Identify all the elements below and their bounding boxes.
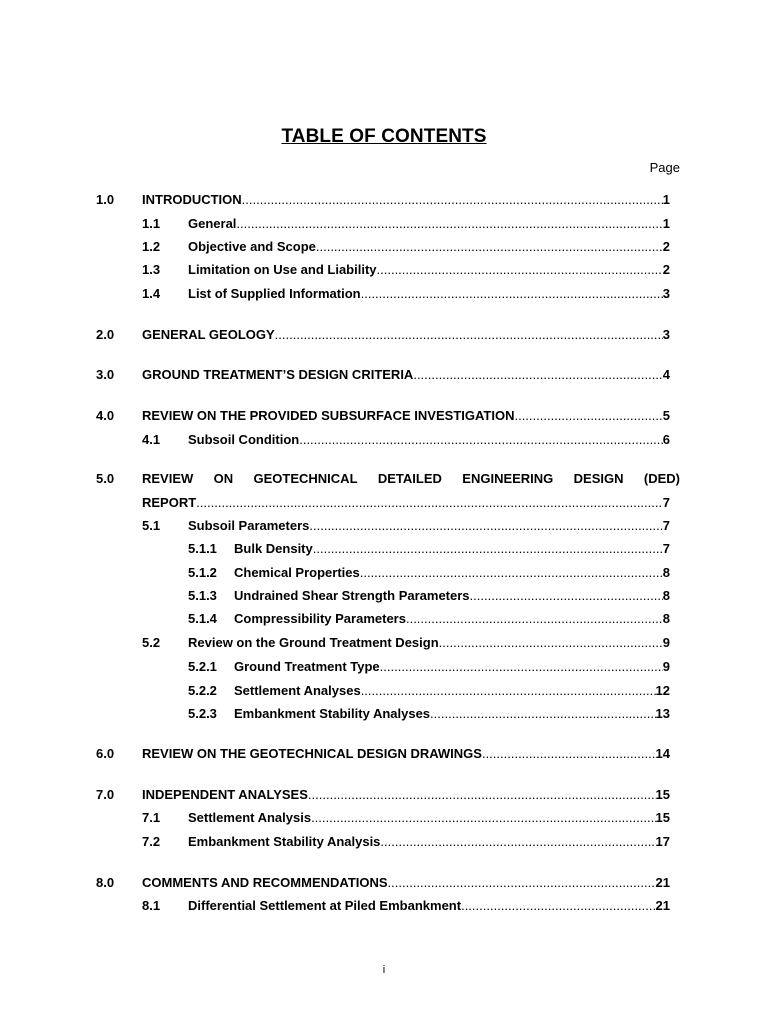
toc-entry-label: Chemical Properties [234, 565, 360, 580]
toc-entry-number: 1.2 [142, 239, 161, 254]
toc-entry-number: 5.1.3 [188, 588, 217, 603]
toc-entry-label: Subsoil Condition [188, 432, 300, 447]
toc-entry-link[interactable] [142, 786, 670, 804]
toc-entry-label: GENERAL GEOLOGY [142, 327, 275, 342]
toc-entry-link[interactable] [188, 634, 670, 652]
dot-leader [482, 745, 656, 763]
toc-word: REVIEW [142, 471, 194, 486]
toc-entry-page: 7 [662, 495, 670, 510]
toc-entry-label: List of Supplied Information [188, 286, 361, 301]
dot-leader [388, 874, 656, 892]
toc-entry-number: 5.1 [142, 518, 161, 533]
toc-entry-page: 1 [662, 192, 670, 207]
toc-word: ENGINEERING [462, 471, 554, 486]
toc-entry-number: 5.2.3 [188, 706, 217, 721]
toc-entry-label: INDEPENDENT ANALYSES [142, 787, 308, 802]
dot-leader [470, 587, 663, 605]
toc-title: TABLE OF CONTENTS [281, 126, 487, 147]
toc-entry-link[interactable] [234, 587, 670, 605]
toc-entry-number: 5.2 [142, 635, 161, 650]
toc-entry-label: Differential Settlement at Piled Embankment [188, 898, 462, 913]
dot-leader [360, 564, 663, 582]
toc-entry-number: 5.1.4 [188, 611, 217, 626]
toc-entry-label: REVIEW ON THE GEOTECHNICAL DESIGN DRAWINGS [142, 746, 482, 761]
toc-entry-number: 1.4 [142, 286, 161, 301]
dot-leader [430, 705, 656, 723]
toc-entry-page: 7 [662, 518, 670, 533]
dot-leader [308, 786, 656, 804]
toc-entry-link[interactable] [188, 809, 670, 827]
toc-entry-number: 5.1.1 [188, 541, 217, 556]
toc-entry-number: 5.1.2 [188, 565, 217, 580]
toc-entry-number: 8.1 [142, 898, 161, 913]
dot-leader [514, 407, 662, 425]
toc-entry-link[interactable] [188, 897, 670, 915]
toc-entry-page: 9 [662, 635, 670, 650]
dot-leader [406, 610, 663, 628]
toc-entry-page: 5 [662, 408, 670, 423]
toc-entry-label: GROUND TREATMENT’S DESIGN CRITERIA [142, 367, 414, 382]
toc-entry-page: 1 [662, 216, 670, 231]
toc-word: DETAILED [377, 471, 442, 486]
dot-leader [236, 215, 662, 233]
toc-entry-label: Settlement Analyses [234, 683, 361, 698]
toc-entry-label: Compressibility Parameters [234, 611, 406, 626]
dot-leader [380, 833, 655, 851]
toc-entry-page: 2 [662, 262, 670, 277]
dot-leader [377, 261, 663, 279]
toc-entry-label: Settlement Analysis [188, 810, 312, 825]
toc-entry-page: 3 [662, 286, 670, 301]
toc-entry-label: INTRODUCTION [142, 192, 242, 207]
toc-entry-number: 5.2.2 [188, 683, 217, 698]
toc-word: DESIGN [573, 471, 624, 486]
toc-entry-number: 4.1 [142, 432, 161, 447]
toc-entry-label-line1[interactable] [142, 470, 680, 488]
toc-entry-page: 12 [655, 683, 670, 698]
toc-entry-link[interactable] [234, 610, 670, 628]
dot-leader [196, 494, 663, 512]
toc-entry-label: Subsoil Parameters [188, 518, 310, 533]
dot-leader [309, 517, 662, 535]
toc-entry-link[interactable] [234, 682, 670, 700]
dot-leader [380, 658, 663, 676]
toc-entry-page: 7 [662, 541, 670, 556]
toc-entry-label: Bulk Density [234, 541, 313, 556]
toc-entry-link[interactable] [142, 874, 670, 892]
toc-entry-label: Embankment Stability Analyses [234, 706, 431, 721]
toc-entry-link[interactable] [188, 261, 670, 279]
toc-entry-link[interactable] [234, 705, 670, 723]
toc-word: (DED) [643, 471, 680, 486]
toc-entry-number: 7.1 [142, 810, 161, 825]
toc-entry-page: 8 [662, 565, 670, 580]
toc-entry-page: 21 [655, 898, 670, 913]
toc-entry-label: Embankment Stability Analysis [188, 834, 381, 849]
dot-leader [316, 238, 663, 256]
toc-entry-number: 7.2 [142, 834, 161, 849]
toc-entry-page: 13 [655, 706, 670, 721]
toc-entry-number: 6.0 [96, 746, 115, 761]
toc-entry-link[interactable] [188, 517, 670, 535]
dot-leader [299, 431, 663, 449]
page-column-header: Page [649, 160, 680, 175]
toc-entry-number: 3.0 [96, 367, 115, 382]
toc-entry-page: 8 [662, 611, 670, 626]
toc-entry-page: 14 [655, 746, 670, 761]
dot-leader [275, 326, 663, 344]
toc-entry-link[interactable] [188, 833, 670, 851]
toc-entry-link[interactable] [234, 564, 670, 582]
dot-leader [461, 897, 655, 915]
dot-leader [313, 540, 663, 558]
toc-entry-number: 4.0 [96, 408, 115, 423]
toc-entry-page: 6 [662, 432, 670, 447]
toc-word: ON [213, 471, 234, 486]
toc-entry-page: 17 [655, 834, 670, 849]
dot-leader [361, 682, 656, 700]
toc-entry-link[interactable] [142, 407, 670, 425]
toc-entry-label: REPORT [142, 495, 197, 510]
toc-entry-link[interactable] [142, 366, 670, 384]
toc-entry-number: 8.0 [96, 875, 115, 890]
toc-entry-number: 2.0 [96, 327, 115, 342]
toc-entry-number: 7.0 [96, 787, 115, 802]
toc-entry-label: Limitation on Use and Liability [188, 262, 377, 277]
toc-entry-link[interactable] [234, 658, 670, 676]
toc-entry-number: 5.0 [96, 471, 115, 486]
toc-entry-link[interactable] [188, 215, 670, 233]
toc-entry-page: 2 [662, 239, 670, 254]
toc-entry-link[interactable] [142, 326, 670, 344]
toc-entry-number: 1.0 [96, 192, 115, 207]
toc-entry-label: COMMENTS AND RECOMMENDATIONS [142, 875, 388, 890]
toc-entry-label: General [188, 216, 237, 231]
footer-page-number: i [382, 964, 386, 976]
toc-entry-link[interactable] [188, 285, 670, 303]
toc-entry-number: 5.2.1 [188, 659, 217, 674]
toc-word: GEOTECHNICAL [253, 471, 358, 486]
toc-entry-page: 15 [655, 810, 670, 825]
toc-entry-page: 9 [662, 659, 670, 674]
toc-entry-label: Objective and Scope [188, 239, 316, 254]
toc-entry-number: 1.1 [142, 216, 161, 231]
toc-entry-label: Ground Treatment Type [234, 659, 380, 674]
dot-leader [413, 366, 662, 384]
toc-entry-label: Review on the Ground Treatment Design [188, 635, 439, 650]
toc-entry-number: 1.3 [142, 262, 161, 277]
toc-entry-link[interactable] [188, 431, 670, 449]
toc-entry-link[interactable] [234, 540, 670, 558]
toc-entry-page: 15 [655, 787, 670, 802]
toc-entry-page: 21 [655, 875, 670, 890]
toc-entry-link[interactable] [188, 238, 670, 256]
toc-entry-label: REVIEW ON THE PROVIDED SUBSURFACE INVESTIGATION [142, 408, 515, 423]
toc-entry-page: 4 [662, 367, 670, 382]
toc-entry-page: 8 [662, 588, 670, 603]
dot-leader [311, 809, 655, 827]
dot-leader [361, 285, 663, 303]
toc-entry-label: Undrained Shear Strength Parameters [234, 588, 470, 603]
dot-leader [242, 191, 663, 209]
toc-entry-link[interactable] [142, 494, 670, 512]
toc-entry-link[interactable] [142, 191, 670, 209]
toc-entry-page: 3 [662, 327, 670, 342]
dot-leader [439, 634, 663, 652]
toc-entry-link[interactable] [142, 745, 670, 763]
